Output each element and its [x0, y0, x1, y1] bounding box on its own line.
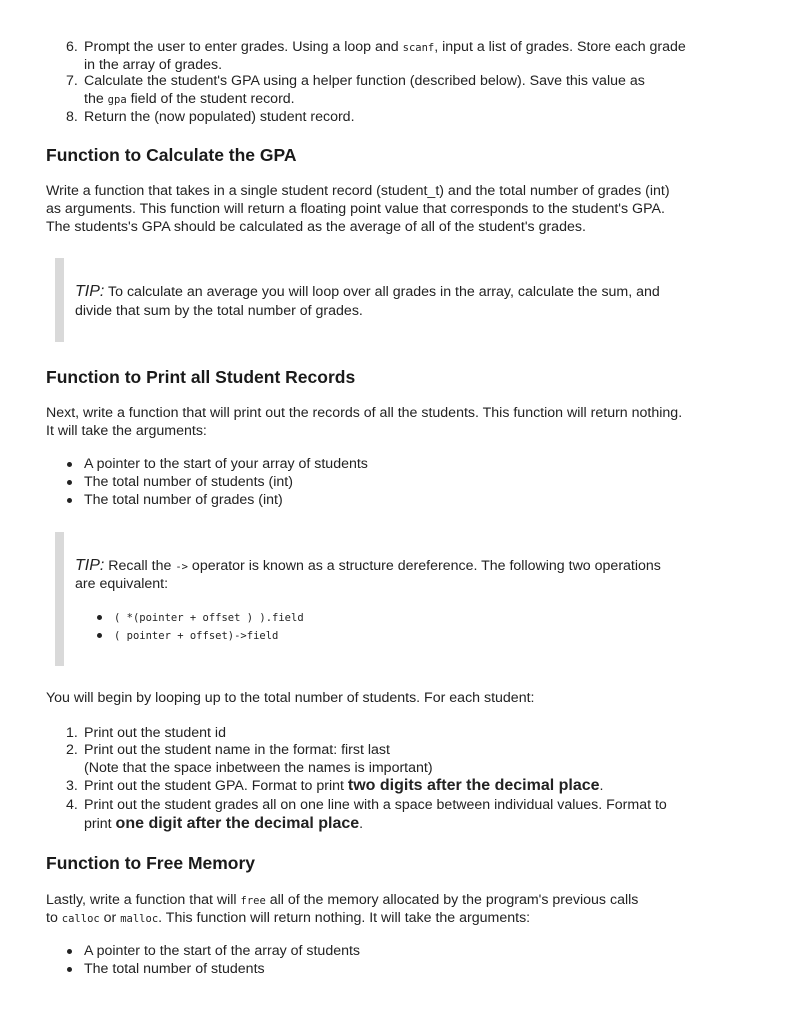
section-heading-gpa: Function to Calculate the GPA — [46, 145, 297, 165]
list-number: 3. — [66, 778, 78, 794]
code-bullet: ( pointer + offset)->field — [114, 630, 279, 642]
list-item-text: Print out the student id — [84, 725, 226, 741]
tip-text: TIP: Recall the -> operator is known as a structure dereference. The following two operations — [75, 557, 661, 574]
bullet-dot — [67, 462, 72, 467]
paragraph-line: to calloc or malloc. This function will return nothing. It will take the arguments: — [46, 910, 531, 926]
inline-code: -> — [175, 561, 188, 573]
bullet-dot — [97, 633, 102, 638]
inline-code: free — [240, 895, 266, 907]
paragraph-line: It will take the arguments: — [46, 423, 207, 439]
code-bullet: ( *(pointer + offset ) ).field — [114, 612, 304, 624]
paragraph-line: Lastly, write a function that will free all of the memory allocated by the program's previous calls — [46, 892, 639, 908]
list-number: 2. — [66, 742, 78, 758]
bullet-dot — [67, 498, 72, 503]
tip-text: divide that sum by the total number of grades. — [75, 303, 363, 319]
list-item-text: print one digit after the decimal place. — [84, 815, 364, 832]
list-item: A pointer to the start of the array of students — [84, 943, 361, 959]
tip-label: TIP: — [75, 557, 105, 574]
section-heading-free: Function to Free Memory — [46, 853, 256, 873]
bullet-dot — [67, 967, 72, 972]
bullet-dot — [67, 949, 72, 954]
list-item-text: Print out the student GPA. Format to print two digits after the decimal place. — [84, 777, 604, 794]
paragraph-line: as arguments. This function will return a floating point value that corresponds to the student's GPA. — [46, 201, 665, 217]
list-item-text: (Note that the space inbetween the names is important) — [84, 760, 433, 776]
inline-code: scanf — [402, 42, 435, 54]
list-number: 1. — [66, 725, 78, 741]
inline-code: calloc — [61, 913, 100, 925]
tip-bar — [55, 258, 64, 342]
list-item-text: Print out the student name in the format: first last — [84, 742, 390, 758]
list-item-text: Calculate the student's GPA using a helper function (described below). Save this value as — [84, 73, 645, 89]
paragraph-line: Write a function that takes in a single student record (student_t) and the total number of grades (int) — [46, 183, 670, 199]
inline-code: malloc — [120, 913, 159, 925]
list-item-text: in the array of grades. — [84, 57, 223, 73]
list-item-text: Return the (now populated) student record. — [84, 109, 355, 125]
bold-emphasis: one digit after the decimal place — [115, 815, 360, 832]
list-item: The total number of students — [84, 961, 265, 977]
tip-bar — [55, 532, 64, 666]
tip-label: TIP: — [75, 283, 105, 300]
list-item: The total number of students (int) — [84, 474, 293, 490]
list-item-text: the gpa field of the student record. — [84, 91, 295, 107]
list-number: 7. — [66, 73, 78, 89]
list-item: A pointer to the start of your array of students — [84, 456, 368, 472]
bullet-dot — [97, 615, 102, 620]
list-item: The total number of grades (int) — [84, 492, 283, 508]
paragraph-line: You will begin by looping up to the total number of students. For each student: — [46, 690, 535, 706]
list-item-text: Prompt the user to enter grades. Using a loop and scanf, input a list of grades. Store each grade — [84, 39, 686, 55]
list-item-text: Print out the student grades all on one line with a space between individual values. Format to — [84, 797, 667, 813]
inline-code: gpa — [107, 94, 127, 106]
tip-text: TIP: To calculate an average you will loop over all grades in the array, calculate the sum, and — [75, 283, 660, 300]
list-number: 8. — [66, 109, 78, 125]
section-heading-print: Function to Print all Student Records — [46, 367, 356, 387]
list-number: 6. — [66, 39, 78, 55]
paragraph-line: The students's GPA should be calculated as the average of all of the student's grades. — [46, 219, 586, 235]
list-number: 4. — [66, 797, 78, 813]
bold-emphasis: two digits after the decimal place — [347, 777, 600, 794]
paragraph-line: Next, write a function that will print out the records of all the students. This function will return nothing. — [46, 405, 683, 421]
tip-text: are equivalent: — [75, 576, 169, 592]
bullet-dot — [67, 480, 72, 485]
